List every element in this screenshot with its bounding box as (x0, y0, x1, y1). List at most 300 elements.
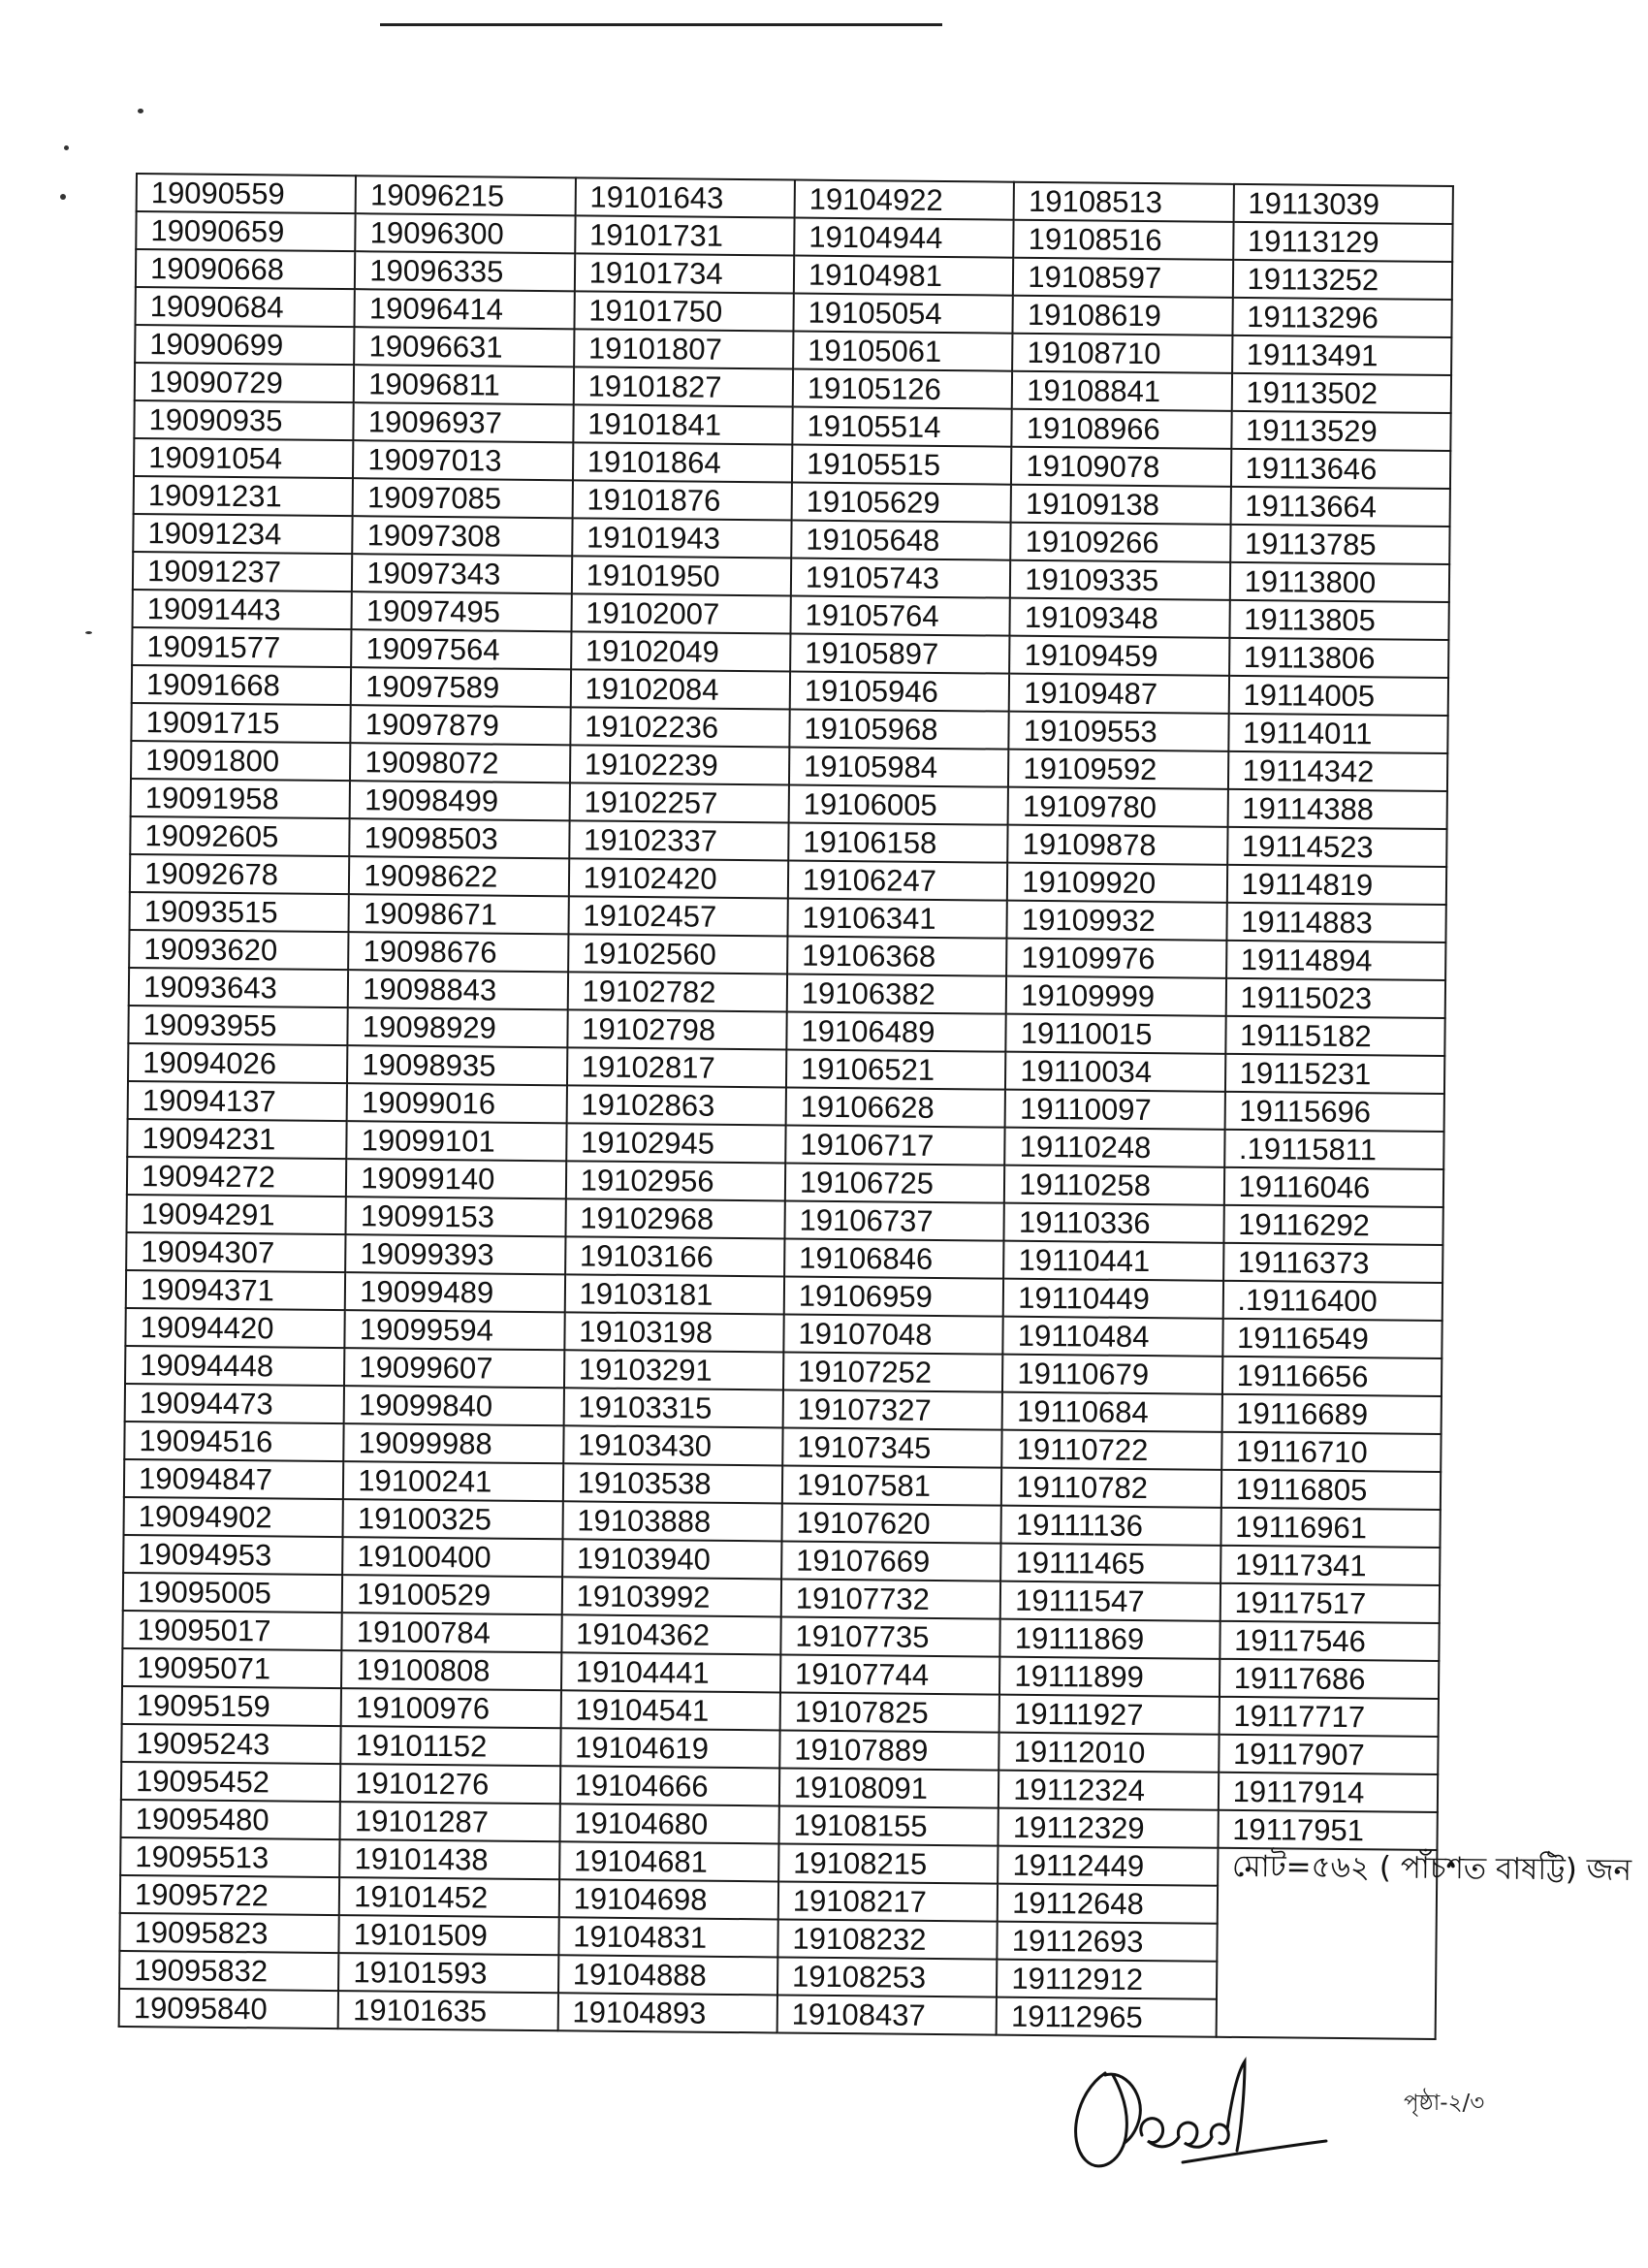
roll-number-cell: 19105897 (790, 634, 1010, 674)
roll-number-cell: 19102798 (567, 1009, 787, 1049)
roll-number-cell: 19109348 (1010, 598, 1230, 638)
roll-number-cell: 19106005 (789, 784, 1009, 824)
roll-number-cell: 19108597 (1013, 258, 1233, 298)
roll-number-cell: 19117546 (1220, 1621, 1440, 1661)
roll-number-cell: 19106628 (786, 1087, 1006, 1127)
roll-number-cell: 19093515 (130, 892, 350, 932)
roll-number-cell: 19104619 (560, 1728, 780, 1768)
roll-number-cell: 19113529 (1231, 411, 1451, 451)
roll-number-cell: 19114819 (1226, 865, 1446, 905)
roll-number-cell: 19102049 (571, 631, 791, 671)
roll-number-cell: 19099393 (345, 1234, 565, 1274)
roll-number-cell: 19094272 (127, 1157, 347, 1197)
roll-number-cell: 19110722 (1002, 1430, 1222, 1470)
roll-number-cell: 19107327 (783, 1390, 1003, 1429)
roll-number-cell: 19094902 (124, 1497, 344, 1537)
roll-number-cell: 19101807 (574, 329, 794, 368)
roll-number-cell: 19112010 (999, 1733, 1220, 1773)
roll-number-cell: 19103940 (562, 1539, 782, 1579)
roll-number-cell: 19104680 (559, 1804, 779, 1843)
scan-speck (64, 145, 69, 150)
roll-number-cell: 19107735 (780, 1616, 1000, 1656)
roll-number-cell: 19105061 (793, 332, 1013, 371)
roll-number-cell: 19108619 (1013, 296, 1233, 335)
roll-number-cell: 19116549 (1222, 1319, 1442, 1358)
roll-number-cell: 19103992 (561, 1577, 781, 1616)
roll-number-cell: 19098503 (350, 818, 570, 858)
roll-number-cell: 19094953 (123, 1535, 343, 1575)
roll-number-cell: 19091800 (131, 741, 351, 781)
roll-number-cell: 19113502 (1231, 373, 1451, 413)
roll-number-cell: 19108217 (778, 1881, 998, 1921)
roll-number-cell: 19100400 (342, 1537, 562, 1577)
roll-number-cell: 19111547 (1000, 1581, 1220, 1621)
roll-number-cell: 19107825 (780, 1692, 1000, 1732)
roll-number-cell: 19092678 (130, 854, 350, 894)
roll-number-cell: 19101876 (572, 480, 792, 520)
roll-number-cell: 19111465 (1000, 1544, 1220, 1583)
roll-number-cell: 19097879 (351, 705, 571, 745)
roll-number-cell: 19095071 (122, 1648, 342, 1688)
roll-number-cell: 19102560 (568, 934, 788, 974)
roll-number-cell: 19112648 (998, 1884, 1218, 1924)
roll-number-cell: 19111869 (1000, 1619, 1220, 1659)
roll-number-cell: 19101643 (575, 177, 795, 217)
roll-number-cell: 19108437 (777, 1995, 998, 2034)
roll-number-cell: 19102007 (571, 593, 791, 633)
roll-number-cell: 19108253 (777, 1957, 998, 1996)
roll-number-cell: 19109335 (1010, 560, 1230, 600)
roll-number-cell: 19101438 (339, 1839, 559, 1879)
roll-number-cell: 19093955 (128, 1006, 348, 1045)
roll-number-cell: 19095513 (120, 1837, 340, 1877)
roll-number-cell: 19102257 (569, 783, 789, 822)
roll-number-cell: 19096215 (356, 176, 576, 215)
roll-number-cell: 19096937 (354, 402, 574, 442)
roll-number-cell: 19101635 (338, 1991, 558, 2030)
roll-number-cell: 19116373 (1223, 1243, 1443, 1283)
roll-number-cell: 19095005 (123, 1573, 343, 1613)
roll-number-cell: 19102457 (568, 896, 788, 936)
scan-speck (60, 194, 66, 200)
roll-number-cell: 19107581 (782, 1465, 1002, 1505)
roll-number-cell: 19090684 (135, 287, 355, 327)
roll-number-cell: 19100241 (343, 1461, 563, 1501)
roll-number-cell: 19096811 (354, 365, 574, 404)
roll-number-cell: 19099594 (345, 1310, 565, 1350)
roll-number-cell: 19091443 (132, 590, 352, 629)
roll-number-cell: 19098929 (348, 1007, 568, 1047)
roll-number-cell: 19099153 (346, 1197, 566, 1236)
roll-number-cell: .19115811 (1224, 1130, 1444, 1169)
roll-number-cell: 19117341 (1220, 1546, 1441, 1585)
roll-number-cell: 19116710 (1221, 1432, 1442, 1472)
roll-number-cell: 19101452 (339, 1877, 559, 1917)
roll-number-cell: 19101943 (572, 518, 792, 558)
roll-number-cell: 19096414 (355, 289, 575, 329)
roll-number-cell: 19102782 (567, 972, 787, 1011)
roll-number-cell: 19103198 (564, 1312, 784, 1352)
roll-number-cell: 19097308 (353, 516, 573, 556)
roll-number-cell: 19094137 (128, 1081, 348, 1121)
roll-number-cell: 19106368 (787, 936, 1007, 975)
roll-number-cell: 19110449 (1003, 1279, 1223, 1319)
roll-number-cell: 19091668 (132, 665, 352, 705)
roll-number-cell: 19108232 (777, 1919, 998, 1959)
roll-number-cell: 19091237 (133, 552, 353, 591)
roll-number-cell: 19100784 (342, 1613, 562, 1652)
roll-number-cell: 19095840 (119, 1989, 339, 2028)
roll-number-cell: 19117686 (1220, 1659, 1440, 1699)
roll-number-cell: 19103430 (563, 1425, 783, 1465)
roll-number-cell: 19106521 (786, 1049, 1006, 1089)
roll-number-cell: 19113664 (1230, 487, 1450, 527)
roll-number-cell: 19100529 (342, 1575, 562, 1614)
roll-number-cell: 19105743 (791, 559, 1011, 598)
roll-number-cell: 19108710 (1012, 334, 1232, 373)
roll-number-cell: 19095159 (122, 1686, 342, 1726)
roll-number-cell: 19107620 (781, 1503, 1001, 1543)
roll-number-cell: 19105946 (790, 672, 1010, 712)
roll-number-cell: 19100976 (341, 1688, 561, 1728)
roll-number-cell: 19098622 (349, 856, 569, 896)
roll-number-cell: 19113039 (1233, 184, 1453, 224)
roll-number-cell: 19091577 (132, 627, 352, 667)
roll-number-cell: 19091234 (133, 514, 353, 554)
roll-number-cell: 19105648 (791, 521, 1011, 560)
roll-number-cell: 19104441 (561, 1652, 781, 1692)
roll-number-cell: 19116292 (1223, 1205, 1443, 1245)
roll-number-cell: 19116046 (1223, 1167, 1443, 1207)
roll-number-cell: 19090668 (136, 249, 356, 289)
roll-number-cell: 19102337 (569, 820, 789, 860)
roll-number-cell: 19094516 (124, 1421, 344, 1461)
roll-number-cell: 19104362 (561, 1614, 781, 1654)
roll-number-cell: 19114342 (1228, 751, 1448, 791)
roll-number-cell: 19109487 (1009, 674, 1229, 714)
roll-number-cell: 19099607 (344, 1348, 564, 1388)
roll-number-cell: 19109976 (1006, 939, 1226, 978)
roll-number-cell: 19095480 (121, 1800, 341, 1839)
roll-number-cell: 19112693 (998, 1922, 1218, 1962)
roll-number-cell: 19105514 (792, 407, 1012, 447)
roll-number-cell: 19107048 (783, 1314, 1003, 1354)
roll-number-cell: 19116961 (1220, 1508, 1441, 1548)
roll-number-cell: 19109920 (1007, 863, 1227, 903)
roll-number-cell: 19098671 (349, 894, 569, 934)
roll-number-cell: 19107889 (779, 1730, 999, 1770)
scan-speck (85, 631, 92, 634)
roll-number-cell: 19115696 (1224, 1092, 1444, 1132)
roll-number-cell: 19090559 (137, 174, 357, 213)
roll-number-cell: 19093643 (129, 968, 349, 1007)
roll-number-cell: 19117517 (1220, 1583, 1440, 1623)
roll-number-cell: 19106717 (785, 1125, 1005, 1165)
roll-number-cell: 19108841 (1012, 371, 1232, 411)
roll-number-cell: 19095722 (120, 1875, 340, 1915)
roll-number-cell: 19107252 (783, 1352, 1003, 1391)
roll-number-cell: 19117907 (1219, 1735, 1439, 1774)
roll-number-cell: 19098676 (348, 932, 568, 972)
roll-number-cell: 19095823 (119, 1913, 339, 1953)
roll-number-cell: 19104981 (794, 256, 1014, 296)
roll-number-cell: 19097013 (353, 440, 573, 480)
roll-number-cell: 19096300 (356, 213, 576, 253)
roll-number-cell: 19090659 (136, 211, 356, 251)
roll-number-cell: 19106158 (788, 822, 1008, 862)
roll-number-cell: 19108516 (1014, 220, 1234, 260)
roll-number-cell: 19100808 (341, 1650, 561, 1690)
roll-number-cell: 19091054 (134, 438, 354, 478)
roll-number-cell: 19109780 (1008, 787, 1228, 827)
roll-number-cell: 19096335 (355, 251, 575, 291)
roll-number-cell: 19112329 (998, 1808, 1219, 1848)
roll-number-cell: 19094473 (125, 1384, 345, 1423)
roll-number-cell: 19108091 (779, 1768, 999, 1807)
roll-number-cell: 19110684 (1002, 1392, 1222, 1432)
roll-number-cell: 19098843 (348, 970, 568, 1009)
roll-number-cell: 19092605 (130, 816, 350, 856)
roll-number-cell: 19096631 (354, 327, 574, 367)
roll-number-cell: 19104698 (558, 1879, 778, 1919)
roll-number-cell: 19100325 (343, 1499, 563, 1539)
roll-number-cell: 19095243 (121, 1724, 341, 1764)
signature-image (1066, 2054, 1328, 2180)
roll-number-cell: 19101152 (341, 1726, 561, 1766)
roll-number-cell: 19094026 (128, 1043, 348, 1083)
roll-number-cell: 19113805 (1229, 600, 1449, 640)
roll-number-cell: 19105629 (792, 483, 1012, 523)
roll-number-cell: 19110258 (1004, 1166, 1224, 1205)
roll-number-cell: 19101750 (574, 291, 794, 331)
roll-number-cell: 19116689 (1221, 1394, 1442, 1434)
roll-number-cell: 19106725 (785, 1163, 1005, 1202)
roll-number-cell: 19114011 (1228, 714, 1448, 753)
roll-number-cell: 19110015 (1006, 1014, 1226, 1054)
roll-number-cell: 19117717 (1219, 1697, 1439, 1737)
roll-number-cell: 19113646 (1231, 449, 1451, 489)
roll-number-cell: 19101287 (340, 1802, 560, 1841)
roll-number-cell: 19113296 (1232, 298, 1452, 337)
roll-number-cell: 19105764 (790, 596, 1010, 636)
roll-number-cell: 19099016 (347, 1083, 567, 1123)
roll-number-cell: 19115231 (1225, 1054, 1445, 1094)
roll-number-cell: 19109878 (1008, 825, 1228, 865)
roll-number-cell: 19091231 (134, 476, 354, 516)
roll-number-cell: 19101734 (575, 253, 795, 293)
roll-number-cell: 19104893 (557, 1993, 777, 2032)
roll-number-cell: 19109999 (1006, 976, 1226, 1016)
roll-number-cell: 19108513 (1014, 182, 1234, 222)
roll-number-cell: 19101731 (575, 215, 795, 255)
roll-number-cell: 19105515 (792, 445, 1012, 485)
roll-number-cell: 19112965 (997, 1997, 1217, 2037)
roll-number-cell: 19107744 (780, 1654, 1000, 1694)
roll-number-cell: 19105054 (793, 294, 1013, 334)
roll-number-cell: 19111927 (999, 1695, 1220, 1735)
roll-number-cell: 19110336 (1004, 1203, 1224, 1243)
roll-number-cell: 19109932 (1007, 901, 1227, 941)
roll-number-cell: 19106959 (784, 1276, 1004, 1316)
roll-number-cell: 19102817 (567, 1047, 787, 1087)
roll-number-cell: 19117951 (1218, 1810, 1438, 1850)
roll-number-cell: 19102084 (570, 669, 790, 709)
roll-number-cell: 19109138 (1011, 485, 1231, 525)
roll-number-cell: 19111899 (999, 1657, 1220, 1697)
roll-number-cell: 19113785 (1230, 525, 1450, 564)
roll-number-cell: 19099140 (346, 1159, 566, 1198)
roll-number-cell: 19102968 (565, 1198, 785, 1238)
roll-number-cell: 19114388 (1227, 789, 1447, 829)
roll-number-cell: 19094307 (126, 1232, 346, 1272)
roll-number-cell: 19094448 (125, 1346, 345, 1386)
roll-number-cell: 19097564 (351, 629, 571, 669)
roll-number-cell: 19110097 (1005, 1090, 1225, 1130)
roll-number-cell: 19104888 (558, 1955, 778, 1995)
roll-number-cell: 19105126 (793, 369, 1013, 409)
roll-number-cell: .19116400 (1222, 1281, 1442, 1321)
roll-number-cell: 19110441 (1003, 1241, 1223, 1281)
roll-number-cell: 19103291 (564, 1350, 784, 1390)
roll-number-cell: 19108155 (778, 1805, 998, 1845)
roll-number-cell: 19098499 (350, 781, 570, 820)
roll-number-cell: 19105968 (789, 710, 1009, 750)
roll-number-cell: 19099489 (345, 1272, 565, 1312)
roll-number-cell: 19114523 (1227, 827, 1447, 867)
roll-number-cell: 19117914 (1218, 1773, 1438, 1812)
roll-number-cell: 19112912 (997, 1960, 1217, 1999)
roll-number-cell: 19091715 (131, 703, 351, 743)
roll-number-cell: 19109078 (1011, 447, 1231, 487)
roll-number-cell: 19106846 (784, 1238, 1004, 1278)
roll-number-cell: 19116656 (1222, 1357, 1442, 1396)
roll-number-cell: 19107345 (782, 1427, 1002, 1467)
page-number: পৃষ্ঠা-২/৩ (1404, 2091, 1485, 2116)
roll-number-cell: 19105984 (789, 748, 1009, 787)
roll-number-cell: 19114883 (1226, 903, 1446, 942)
roll-number-cell: 19101276 (340, 1764, 560, 1804)
roll-number-cell: 19102236 (570, 707, 790, 747)
roll-number-cell: 19102956 (566, 1161, 786, 1200)
roll-number-cell: 19094231 (127, 1119, 347, 1159)
roll-number-cell: 19104681 (559, 1841, 779, 1881)
roll-number-cell: 19091958 (131, 779, 351, 818)
roll-number-cell: 19111136 (1001, 1506, 1221, 1546)
roll-number-cell: 19102420 (569, 858, 789, 898)
roll-number-cell: 19114005 (1228, 676, 1448, 716)
roll-number-cell: 19115023 (1225, 978, 1445, 1018)
roll-number-cell: 19104666 (560, 1766, 780, 1805)
roll-number-cell: 19095452 (121, 1762, 341, 1802)
roll-number-cell: 19099988 (344, 1423, 564, 1463)
roll-number-cell: 19110679 (1002, 1355, 1222, 1394)
roll-number-cell: 19110034 (1005, 1052, 1225, 1092)
roll-number-cell: 19113491 (1232, 335, 1452, 375)
roll-number-cell: 19102945 (566, 1123, 786, 1163)
roll-number-cell: 19102863 (566, 1085, 786, 1125)
roll-number-cell: 19093620 (129, 930, 349, 970)
roll-number-cell: 19098072 (350, 743, 570, 783)
roll-number-cell: 19107669 (781, 1541, 1001, 1581)
roll-number-cell: 19101864 (573, 442, 793, 482)
roll-number-cell: 19095017 (122, 1611, 342, 1650)
roll-number-cell: 19108215 (778, 1843, 998, 1883)
roll-number-cell: 19103181 (564, 1274, 784, 1314)
roll-number-cell: 19104922 (795, 180, 1015, 220)
roll-number-cell: 19090699 (135, 325, 355, 365)
roll-number-cell: 19110484 (1003, 1317, 1223, 1357)
top-rule (380, 23, 942, 26)
roll-number-cell: 19113129 (1233, 222, 1453, 262)
roll-table-body (119, 174, 1632, 2039)
roll-number-cell: 19098935 (347, 1045, 567, 1085)
roll-number-cell: 19103315 (563, 1388, 783, 1427)
roll-number-cell: 19106489 (786, 1011, 1006, 1051)
roll-number-cell: 19099840 (344, 1386, 564, 1425)
roll-number-cell: 19095832 (119, 1951, 339, 1991)
roll-number-cell: 19113252 (1232, 260, 1452, 300)
roll-number-cell: 19103888 (562, 1501, 782, 1541)
total-count-note: মোট=৫৬২ ( পাঁচশত বাষট্টি) জন (1216, 1848, 1437, 2039)
roll-number-cell: 19106737 (784, 1200, 1004, 1240)
roll-number-cell: 19094371 (126, 1270, 346, 1310)
roll-number-cell: 19104831 (558, 1917, 778, 1957)
roll-number-sheet (118, 173, 1632, 2040)
roll-number-table (118, 173, 1632, 2040)
roll-number-cell: 19097085 (353, 478, 573, 518)
roll-number-cell: 19106341 (787, 898, 1007, 938)
roll-number-cell: 19101841 (573, 404, 793, 444)
roll-number-cell: 19090729 (135, 363, 355, 402)
roll-number-cell: 19099101 (347, 1121, 567, 1161)
roll-number-cell: 19104541 (560, 1690, 780, 1730)
roll-number-cell: 19112324 (998, 1771, 1219, 1810)
roll-number-cell: 19113806 (1229, 638, 1449, 678)
roll-number-cell: 19113800 (1229, 562, 1449, 602)
roll-number-cell: 19109459 (1009, 636, 1229, 676)
roll-number-cell: 19090935 (134, 400, 354, 440)
roll-number-cell: 19109266 (1011, 523, 1231, 562)
roll-number-cell: 19112449 (998, 1846, 1218, 1886)
roll-number-cell: 19094291 (127, 1195, 347, 1234)
roll-number-cell: 19110782 (1001, 1468, 1221, 1508)
roll-number-cell: 19103538 (563, 1463, 783, 1503)
roll-number-cell: 19097589 (351, 667, 571, 707)
roll-number-cell: 19106247 (788, 860, 1008, 900)
roll-number-cell: 19101509 (339, 1915, 559, 1955)
roll-number-cell: 19101593 (338, 1953, 558, 1993)
roll-number-cell: 19097343 (352, 554, 572, 593)
roll-number-cell: 19115182 (1225, 1016, 1445, 1056)
roll-number-cell: 19114894 (1226, 941, 1446, 980)
scan-speck (138, 109, 143, 113)
roll-number-cell: 19110248 (1005, 1128, 1225, 1167)
roll-number-cell: 19094420 (125, 1308, 345, 1348)
roll-number-cell: 19101827 (573, 367, 793, 406)
roll-number-cell: 19103166 (565, 1236, 785, 1276)
roll-number-cell: 19108966 (1012, 409, 1232, 449)
roll-number-cell: 19107732 (781, 1579, 1001, 1618)
roll-number-cell: 19094847 (124, 1459, 344, 1499)
roll-number-cell: 19109592 (1008, 750, 1228, 789)
roll-number-cell: 19106382 (787, 974, 1007, 1013)
roll-number-cell: 19104944 (794, 218, 1014, 258)
roll-number-cell: 19102239 (570, 745, 790, 784)
roll-number-cell: 19097495 (352, 591, 572, 631)
roll-number-cell: 19116805 (1220, 1470, 1441, 1510)
roll-number-cell: 19109553 (1009, 712, 1229, 751)
roll-number-cell: 19101950 (572, 556, 792, 595)
